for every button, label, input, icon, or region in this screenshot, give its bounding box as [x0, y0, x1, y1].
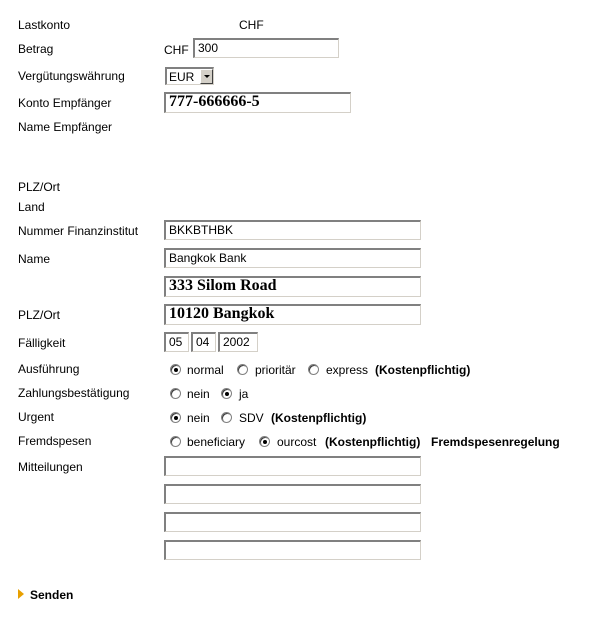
- label-lastkonto: Lastkonto: [18, 18, 71, 32]
- radio-label-nein: nein: [187, 387, 210, 401]
- radio-label-beneficiary: beneficiary: [187, 435, 246, 449]
- bank-plz-ort-input[interactable]: 10120 Bangkok: [164, 304, 421, 325]
- radio-label-normal: normal: [187, 363, 224, 377]
- label-plz-ort-empfaenger: PLZ/Ort: [18, 180, 61, 194]
- label-verguetungswaehrung: Vergütungswährung: [18, 69, 125, 83]
- due-month-input[interactable]: 04: [191, 332, 216, 352]
- send-button[interactable]: Senden: [30, 588, 74, 602]
- konto-empfaenger-input[interactable]: 777-666666-5: [164, 92, 351, 113]
- mitteilung-input-2[interactable]: [164, 484, 421, 504]
- mitteilung-input-3[interactable]: [164, 512, 421, 532]
- label-konto-empfaenger: Konto Empfänger: [18, 96, 112, 110]
- label-zahlungsbestaetigung: Zahlungsbestätigung: [18, 386, 130, 400]
- label-fremdspesen: Fremdspesen: [18, 434, 92, 448]
- radio-label-sdv: SDV: [239, 411, 264, 425]
- radio-bestaetigung-ja[interactable]: [221, 388, 232, 399]
- label-name-empfaenger: Name Empfänger: [18, 120, 113, 134]
- ausfuehrung-cost-note: (Kostenpflichtig): [375, 363, 471, 377]
- currency-select-value: EUR: [169, 70, 195, 84]
- label-ausfuehrung: Ausführung: [18, 362, 80, 376]
- radio-urgent-nein[interactable]: [170, 412, 181, 423]
- radio-ausfuehrung-express[interactable]: [308, 364, 319, 375]
- bank-address-input[interactable]: 333 Silom Road: [164, 276, 421, 297]
- lastkonto-currency: CHF: [239, 18, 264, 32]
- radio-ausfuehrung-prioritaer[interactable]: [237, 364, 248, 375]
- label-plz-ort-bank: PLZ/Ort: [18, 308, 61, 322]
- currency-select[interactable]: [165, 67, 214, 85]
- radio-label-express: express: [326, 363, 369, 377]
- radio-label-ja: ja: [239, 387, 249, 401]
- label-faelligkeit: Fälligkeit: [18, 336, 66, 350]
- radio-bestaetigung-nein[interactable]: [170, 388, 181, 399]
- bank-number-input[interactable]: BKKBTHBK: [164, 220, 421, 240]
- due-year-input[interactable]: 2002: [218, 332, 258, 352]
- label-name-bank: Name: [18, 252, 51, 266]
- radio-fremdspesen-beneficiary[interactable]: [170, 436, 181, 447]
- mitteilung-input-1[interactable]: [164, 456, 421, 476]
- radio-urgent-sdv[interactable]: [221, 412, 232, 423]
- radio-label-ourcost: ourcost: [277, 435, 317, 449]
- chevron-down-icon[interactable]: [200, 69, 213, 84]
- arrow-right-icon: [18, 589, 24, 599]
- radio-ausfuehrung-normal[interactable]: [170, 364, 181, 375]
- label-betrag: Betrag: [18, 42, 54, 56]
- fremdspesenregelung-link[interactable]: Fremdspesenregelung: [431, 435, 560, 449]
- bank-name-input[interactable]: Bangkok Bank: [164, 248, 421, 268]
- urgent-cost-note: (Kostenpflichtig): [271, 411, 367, 425]
- radio-fremdspesen-ourcost[interactable]: [259, 436, 270, 447]
- radio-label-prioritaer: prioritär: [255, 363, 296, 377]
- betrag-input[interactable]: 300: [193, 38, 339, 58]
- label-land: Land: [18, 200, 45, 214]
- betrag-currency: CHF: [164, 43, 189, 57]
- radio-label-urgent-nein: nein: [187, 411, 210, 425]
- label-mitteilungen: Mitteilungen: [18, 460, 83, 474]
- fremdspesen-cost-note: (Kostenpflichtig): [325, 435, 421, 449]
- label-nummer-finanzinstitut: Nummer Finanzinstitut: [18, 224, 139, 238]
- label-urgent: Urgent: [18, 410, 55, 424]
- mitteilung-input-4[interactable]: [164, 540, 421, 560]
- due-day-input[interactable]: 05: [164, 332, 189, 352]
